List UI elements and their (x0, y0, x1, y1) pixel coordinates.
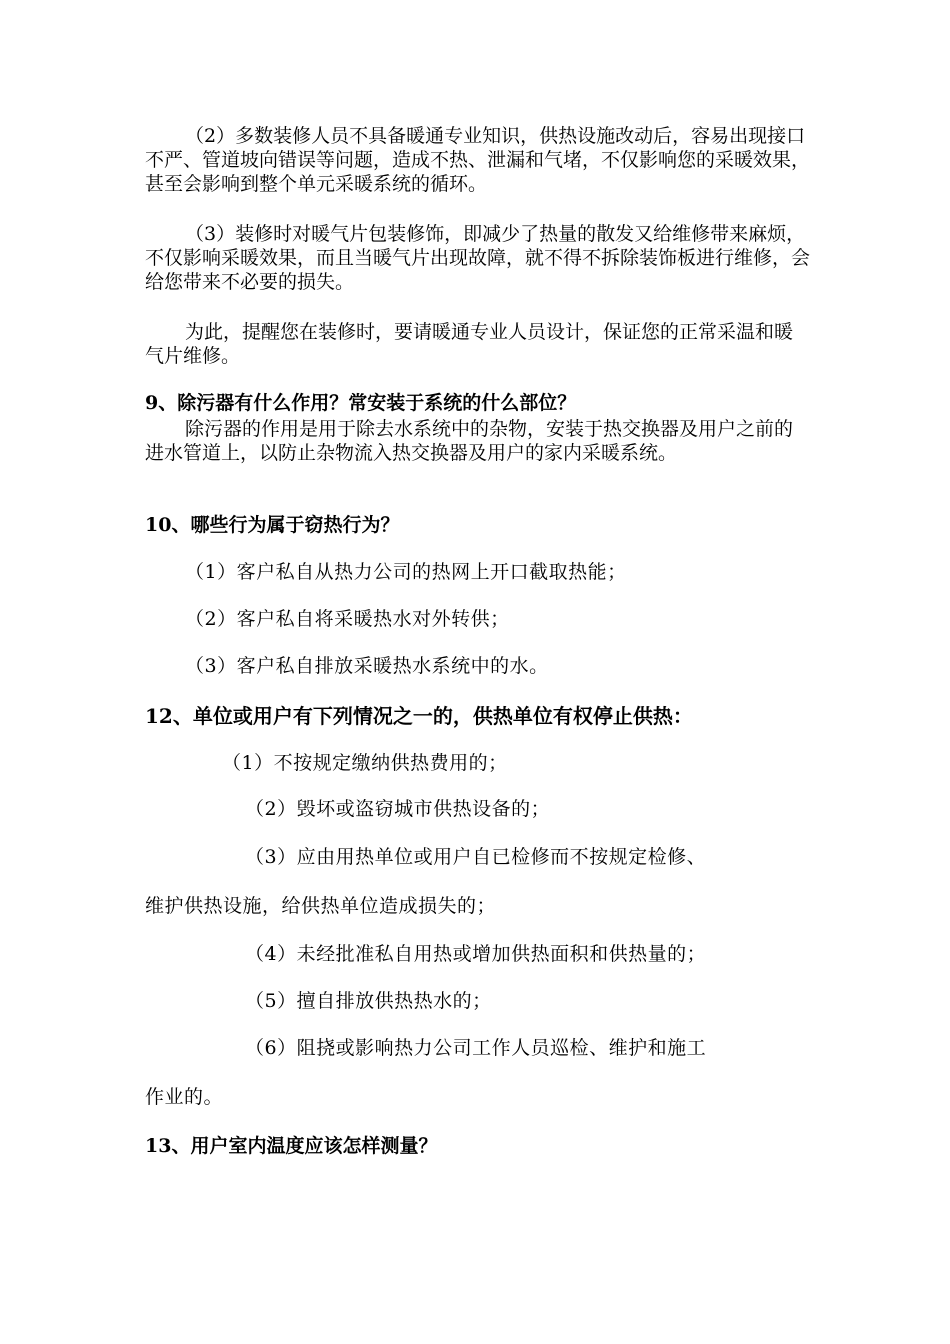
question-9-answer: 除污器的作用是用于除去水系统中的杂物，安装于热交换器及用户之前的进水管道上，以防止杂物流入热交换器及用户的家内采暖系统。 (145, 418, 794, 464)
list-item: （3）应由用热单位或用户自已检修而不按规定检修、 (245, 846, 707, 868)
paragraph-item-2: （2）多数装修人员不具备暖通专业知识，供热设施改动后，容易出现接口不严、管道坡向错误等问题，造成不热、泄漏和气堵，不仅影响您的采暖效果，甚至会影响到整个单元采暖系统的循环。 (145, 125, 811, 195)
list-item: （2）毁坏或盗窃城市供热设备的； (245, 798, 551, 820)
list-item-continuation: 维护供热设施，给供热单位造成损失的； (145, 895, 497, 917)
paragraph-item-3: （3）装修时对暖气片包装修饰，即减少了热量的散发又给维修带来麻烦，不仅影响采暖效果，而且当暖气片出现故障，就不得不拆除装饰板进行维修，会给您带来不必要的损失。 (145, 223, 811, 293)
question-9-heading: 9、除污器有什么作用？常安装于系统的什么部位？ (145, 392, 577, 414)
paragraph-reminder: 为此，提醒您在装修时，要请暖通专业人员设计，保证您的正常采温和暖气片维修。 (145, 321, 794, 367)
list-item: （3）客户私自排放采暖热水系统中的水。 (185, 655, 549, 677)
question-10-heading: 10、哪些行为属于窃热行为？ (145, 514, 400, 536)
list-item: （6）阻挠或影响热力公司工作人员巡检、维护和施工 (245, 1037, 707, 1059)
list-item-continuation: 作业的。 (145, 1086, 224, 1108)
list-item: （5）擅自排放供热热水的； (245, 990, 492, 1012)
question-12-heading: 12、单位或用户有下列情况之一的，供热单位有权停止供热： (145, 704, 693, 728)
list-item: （4）未经批准私自用热或增加供热面积和供热量的； (245, 943, 707, 965)
list-item: （1）不按规定缴纳供热费用的； (222, 752, 508, 774)
list-item: （1）客户私自从热力公司的热网上开口截取热能； (185, 561, 627, 583)
question-13-heading: 13、用户室内温度应该怎样测量？ (145, 1135, 438, 1157)
list-item: （2）客户私自将采暖热水对外转供； (185, 608, 510, 630)
